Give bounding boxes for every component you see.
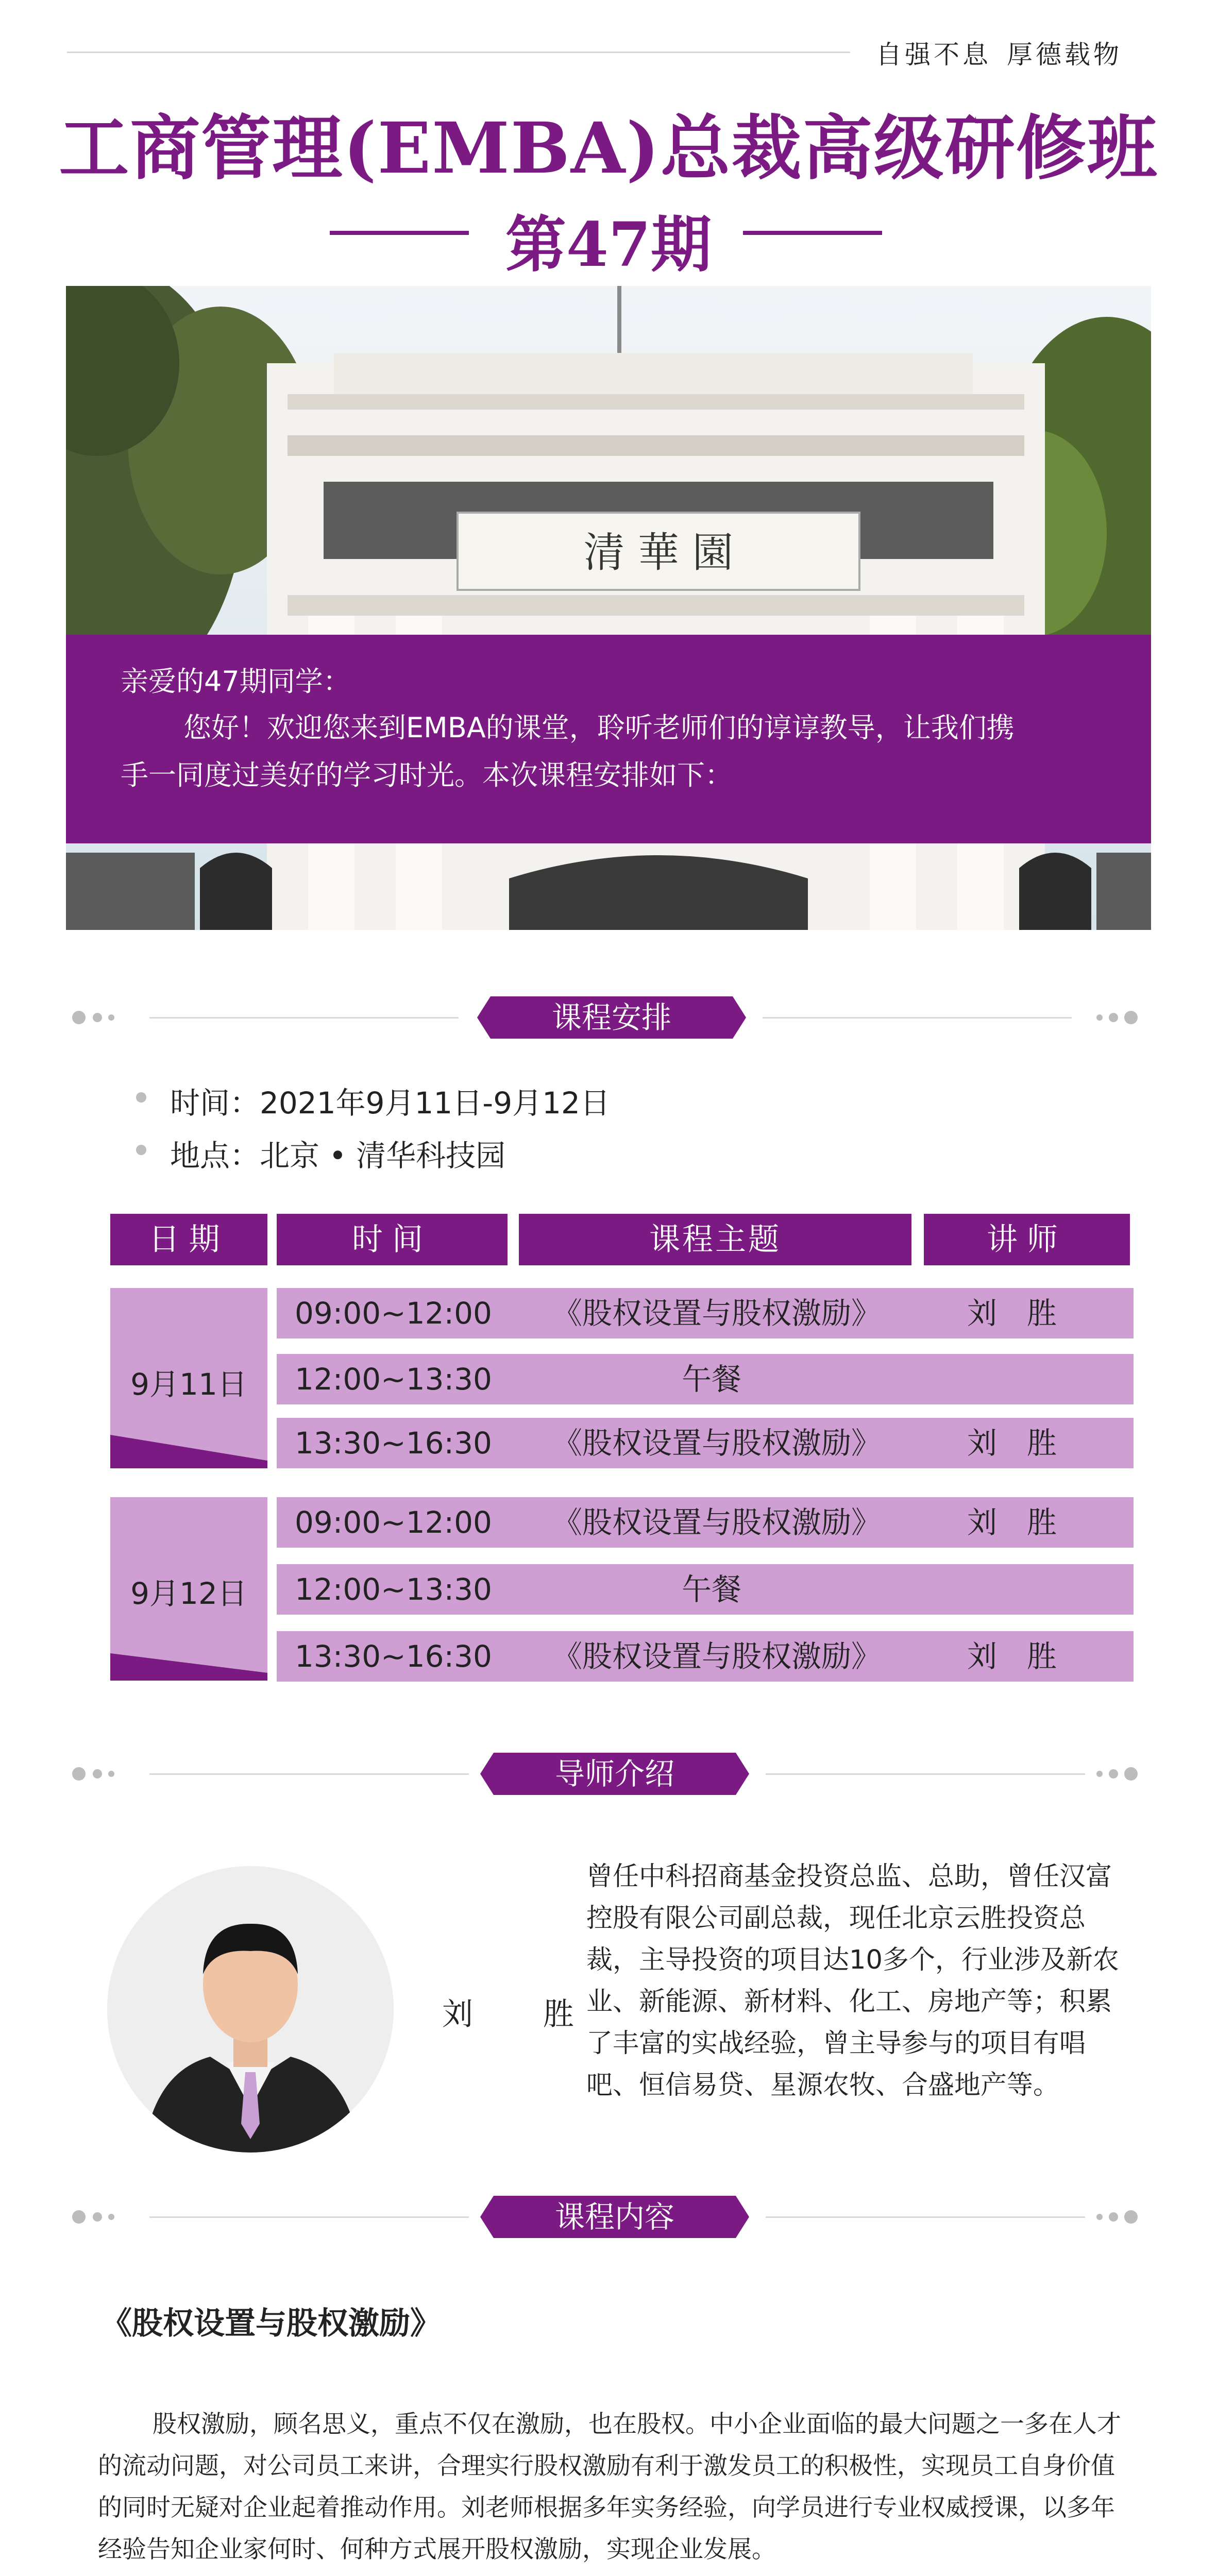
date-label: 9月12日 [130,1576,247,1611]
row-teacher: 刘 胜 [967,1505,1057,1540]
motto-1: 自强不息 [876,40,991,70]
issue-wrap [0,196,1217,283]
course-description: 股权激励，顾名思义，重点不仅在激励，也在股权。中小企业面临的最大问题之一多在人才的流动问题，对公司员工来讲，合理实行股权激励有利于激发员工的积极性，实现员工自身价值的同时无疑对企业起着推动作用。刘老师根据多年实务经验，向学员进行专业权威授课，以多年经验告知企业家何时、何种方式展开股权激励，实现企业发展。 [98,2410,1121,2564]
section-header-content [62,2194,1149,2240]
row-teacher: 刘 胜 [967,1426,1057,1461]
teacher-name: 刘 胜 [442,1996,594,2032]
row-teacher: 刘 胜 [967,1639,1057,1674]
page-title: 工商管理(EMBA)总裁高级研修班 [59,107,1158,190]
date-cell-day2 [110,1497,267,1681]
teacher-avatar [107,1866,394,2153]
row-time: 09:00~12:00 [295,1505,492,1540]
table-header-time: 时间 [277,1214,508,1265]
teacher-portrait [107,1866,394,2153]
bullet-icon [136,1092,146,1103]
row-topic: 《股权设置与股权激励》 [552,1296,882,1331]
section-header-teacher [62,1751,1149,1797]
header-rule [67,52,850,53]
table-row [277,1497,1134,1548]
table-row [277,1418,1134,1468]
table-row [277,1288,1134,1338]
row-topic: 《股权设置与股权激励》 [552,1505,882,1540]
table-row [277,1354,1134,1404]
row-time: 13:30~16:30 [295,1639,492,1674]
welcome-greeting: 亲爱的47期同学： [121,665,351,698]
motto [876,34,1122,71]
row-topic: 《股权设置与股权激励》 [552,1426,882,1461]
welcome-banner [66,635,1151,843]
date-cell-day1 [110,1288,267,1468]
table-header-topic: 课程主题 [519,1214,911,1265]
info-place: 地点：北京 • 清华科技园 [170,1138,506,1173]
row-time: 12:00~13:30 [295,1362,492,1397]
row-topic: 午餐 [682,1362,742,1397]
row-time: 09:00~12:00 [295,1296,492,1331]
info-time: 时间：2021年9月11日-9月12日 [170,1086,610,1121]
teacher-bio: 曾任中科招商基金投资总监、总助，曾任汉富控股有限公司副总裁，现任北京云胜投资总裁，主导投资的项目达10多个，行业涉及新农业、新能源、新材料、化工、房地产等；积累了丰富的实战经验，曾主导参与的项目有唱吧、恒信易贷、星源农牧、合盛地产等。 [586,1861,1119,2100]
section-title-schedule: 课程安排 [491,996,733,1039]
table-row [277,1631,1134,1682]
row-time: 13:30~16:30 [295,1426,492,1461]
table-header-teacher: 讲师 [924,1214,1130,1265]
welcome-line-1: 您好！欢迎您来到EMBA的课堂，聆听老师们的谆谆教导，让我们携 [183,711,1015,744]
table-header-date: 日期 [110,1214,267,1265]
date-label: 9月11日 [130,1367,247,1402]
row-topic: 《股权设置与股权激励》 [552,1639,882,1674]
section-header-schedule [62,994,1149,1041]
table-row [277,1564,1134,1615]
welcome-line-2: 手一同度过美好的学习时光。本次课程安排如下： [121,759,733,791]
section-title-teacher: 导师介绍 [494,1753,736,1795]
course-title: 《股权设置与股权激励》 [101,2306,441,2342]
row-time: 12:00~13:30 [295,1572,492,1607]
section-title-content: 课程内容 [494,2196,736,2238]
gate-plaque-text: 清 華 園 [583,529,734,577]
row-topic: 午餐 [682,1572,742,1607]
bullet-icon [136,1145,146,1155]
issue-number: 第47期 [505,209,712,280]
row-teacher: 刘 胜 [967,1296,1057,1331]
motto-2: 厚德载物 [1007,40,1122,70]
